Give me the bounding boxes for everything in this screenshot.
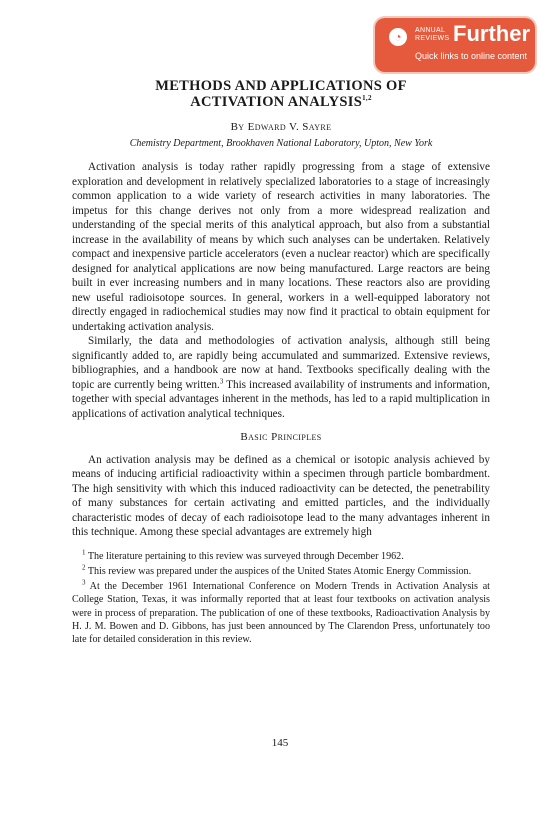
- paragraph-2-text-a: Similarly, the data and methodologies of activation analysis, although still being significantly added to, are rapidly being accumulated and summarized. Extensive reviews, bibliographies, and a handbook are now at hand. Textbooks specifically dealing with the topic are currently being written.: [72, 335, 490, 391]
- article-page: [72, 78, 490, 649]
- brand-line-2: REVIEWS: [415, 35, 450, 42]
- paragraph-2-text-b: This increased availability of instruments and information, together with special advantages inherent in the methods, has led to a rapid multiplication in applications of activation analytical techniques.: [72, 378, 491, 420]
- footnote-mark-2: 2: [82, 563, 86, 572]
- annual-reviews-logo-icon: ◔: [389, 28, 407, 46]
- footnote-2: [72, 565, 490, 578]
- title-line-1: METHODS AND APPLICATIONS OF: [155, 78, 407, 94]
- author-affiliation: Chemistry Department, Brookhaven National Laboratory, Upton, New York: [129, 137, 433, 149]
- banner-subtitle: Quick links to online content: [415, 51, 528, 61]
- paragraph-3: An activation analysis may be defined as a chemical or isotopic analysis achieved by means of inducing artificial radioactivity within a specimen through particle bombardment. The high sensitivity with which this induced radioactivity can be detected, the penetrability of many substances for certain activating and emitted particles, and the individually characteristic modes of decay of each radioisotope lead to the many advantages inherent in this technique. Among these special advantages are extremely high: [72, 453, 490, 538]
- title-line-2: ACTIVATION ANALYSIS: [190, 94, 363, 110]
- author-byline: By Edward V. Sayre: [230, 121, 332, 133]
- further-word: Further: [453, 21, 530, 46]
- footnote-mark-1: 1: [82, 548, 86, 557]
- footnote-mark-3: 3: [82, 578, 86, 587]
- page-number: 145: [271, 737, 289, 749]
- footnote-1: [72, 550, 490, 563]
- paragraph-1: Activation analysis is today rather rapidly progressing from a stage of extensive exploration and development in relatively specialized laboratories to a stage of increasingly common application to a wide variety of research activities in many laboratories. The impetus for this change derives not only from a more widespread realization and understanding of the special merits of this analytical approach, but also from a substantial increase in the availability of means by which such analyses can be undertaken. Relatively compact and inexpensive particle accelerators (even a nuclear reactor) which are specifically designed for analytical applications are now being manufactured. Large reactors are being built in ever increasing numbers and in many locations. These reactors also are providing new useful radioisotope sources. In general, workers in a well-equipped laboratory not directly engaged in radiochemical studies may now find it practical to obtain equipment for undertaking activation analysis.: [72, 161, 490, 333]
- footnote-2-text: This review was prepared under the auspices of the United States Atomic Energy Commission.: [85, 565, 472, 577]
- footnote-ref-3[interactable]: 3: [219, 376, 224, 385]
- footnotes: [72, 550, 490, 647]
- section-heading: Basic Principles: [240, 431, 322, 443]
- brand-line-1: ANNUAL: [415, 27, 446, 34]
- brand-label: [415, 27, 449, 43]
- footnote-1-text: The literature pertaining to this review was surveyed through December 1962.: [85, 550, 404, 562]
- article-title: [72, 78, 490, 110]
- paragraph-2: [72, 334, 490, 421]
- footnote-3: [72, 580, 490, 646]
- footnote-3-text: At the December 1961 International Conference on Modern Trends in Activation Analysis at College Station, Texas, it was informally reported that at least four textbooks on activation analysis were in process of preparation. The publication of one of these textbooks, Radioactivation Analysis by H. J. M. Bowen and D. Gibbons, has just been announced by The Clarendon Press, unfortunately too late for detailed consideration in this review.: [72, 581, 490, 646]
- annual-reviews-further-banner[interactable]: [375, 18, 535, 72]
- title-footnote-marks[interactable]: 1,2: [362, 94, 372, 103]
